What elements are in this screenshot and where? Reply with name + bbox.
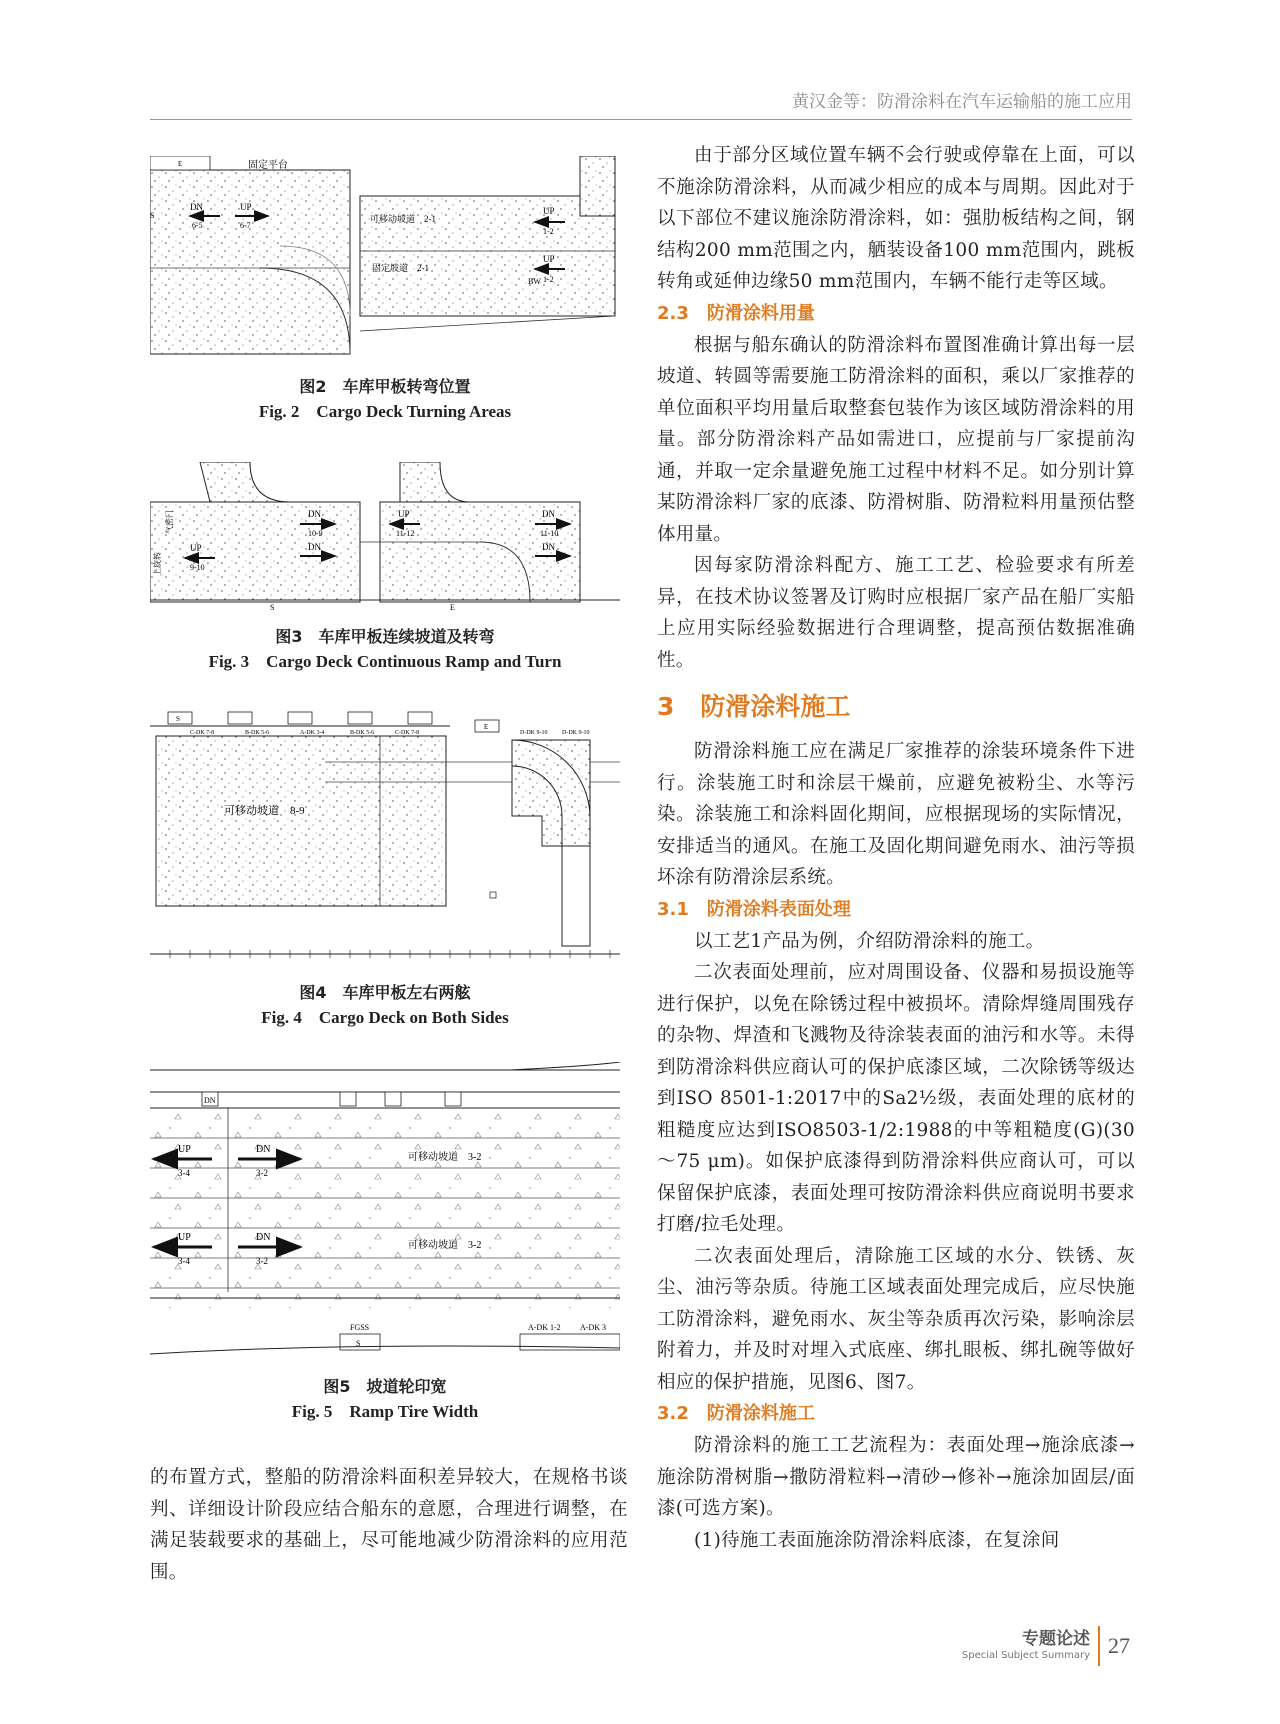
- fig2-up-code: 6-7: [240, 221, 251, 230]
- fig5-up-1: UP: [178, 1144, 191, 1155]
- figure-3-caption-zh: 图3 车库甲板连续坡道及转弯: [275, 627, 495, 646]
- fig4-cdk2: C-DK 7-8: [395, 730, 420, 736]
- footer-section-en: Special Subject Summary: [961, 1650, 1090, 1661]
- fig4-ddk1: D-DK 9-10: [520, 730, 548, 736]
- fig5-dn-1: DN: [256, 1144, 271, 1155]
- fig5-s-label: S: [356, 1339, 361, 1348]
- section-3-heading: [657, 680, 1135, 734]
- fig5-adk12: A-DK 1-2: [528, 1323, 561, 1332]
- fig5-dn-2: DN: [256, 1232, 271, 1243]
- paragraph-4: 防滑涂料施工应在满足厂家推荐的涂装环境条件下进行。涂装施工时和涂层干燥前，应避免被粉尘、水等污染。涂装施工和涂料固化期间，应根据现场的实际情况，安排适当的通风。在施工及固化期间避免雨水、油污等损坏涂有防滑涂层系统。: [657, 741, 1135, 888]
- footer-divider: [1098, 1626, 1100, 1666]
- figure-4-caption-zh: 图4 车库甲板左右两舷: [299, 983, 471, 1002]
- figure-4: [150, 706, 620, 1030]
- fig3-up: UP: [190, 543, 202, 553]
- fig2-up3: UP: [543, 254, 555, 264]
- fig3-s-label: S: [270, 603, 275, 610]
- fig5-dn-small: DN: [204, 1096, 216, 1105]
- fig2-up3-code: 1-2: [543, 275, 554, 284]
- fig3-e-label: E: [450, 603, 455, 610]
- figure-4-drawing: [150, 706, 620, 966]
- fig2-up2-code: 1-2: [543, 227, 554, 236]
- fig5-up-2: UP: [178, 1232, 191, 1243]
- fig5-dn-code-2: 3-2: [256, 1256, 268, 1266]
- fig2-fixed-ramp: 固定坡道 2-1: [372, 263, 429, 273]
- section-3-2-heading: [657, 1398, 1135, 1430]
- fig3-dn3: DN: [542, 509, 555, 519]
- section-3-1-title: 防滑涂料表面处理: [706, 898, 851, 920]
- fig2-e-label: E: [178, 160, 183, 168]
- page-number: 27: [1108, 1633, 1130, 1658]
- paragraph-7: 二次表面处理后，清除施工区域的水分、铁锈、灰尘、油污等杂质。待施工区域表面处理完成后，应尽快施工防滑涂料，避免雨水、灰尘等杂质再次污染，影响涂层附着力，并及时对埋入式底座、绑扎眼板、绑扎碗等做好相应的保护措施，见图6、图7。: [657, 1245, 1135, 1393]
- figure-4-caption-en: Fig. 4 Cargo Deck on Both Sides: [261, 1008, 509, 1027]
- fig5-movable-ramp-2: 可移动坡道 3-2: [408, 1240, 482, 1251]
- fig3-up2: UP: [398, 509, 410, 519]
- paragraph-3: 因每家防滑涂料配方、施工工艺、检验要求有所差异，在技术协议签署及订购时应根据厂家产品在船厂实船上应用实际经验数据进行合理调整，提高预估数据准确性。: [657, 555, 1135, 671]
- left-column-text: [150, 1462, 628, 1588]
- fig4-e-label: E: [484, 723, 489, 731]
- fig2-up: UP: [240, 202, 252, 212]
- fig4-cdk: C-DK 7-8: [190, 730, 215, 736]
- fig2-dn-code: 6-5: [192, 221, 203, 230]
- fig4-adk: A-DK 3-4: [300, 730, 325, 736]
- fig3-door: 气密门: [165, 510, 174, 534]
- figure-5: [150, 1062, 620, 1424]
- paragraph-5: 以工艺1产品为例，介绍防滑涂料的施工。: [694, 930, 1045, 952]
- figure-5-caption-zh: 图5 坡道轮印宽: [323, 1377, 447, 1396]
- paragraph-continued: 的布置方式，整船的防滑涂料面积差异较大，在规格书谈判、详细设计阶段应结合船东的意愿，合理进行调整，在满足装载要求的基础上，尽可能地减少防滑涂料的应用范围。: [150, 1467, 628, 1583]
- figure-2-drawing: [150, 156, 620, 356]
- section-2-3-number: 2.3: [657, 302, 689, 324]
- section-3-1-number: 3.1: [657, 898, 689, 920]
- section-3-2-title: 防滑涂料施工: [706, 1403, 815, 1424]
- fig4-ddk2: D-DK 9-10: [562, 730, 590, 736]
- running-head: [150, 88, 1132, 120]
- fig5-adk3: A-DK 3: [580, 1323, 606, 1332]
- section-3-number: 3: [657, 692, 675, 721]
- fig2-up2: UP: [543, 206, 555, 216]
- figure-5-drawing: [150, 1062, 620, 1362]
- section-3-1-heading: [657, 894, 1135, 926]
- fig4-bdk: B-DK 5-6: [245, 730, 270, 736]
- paragraph-6: 二次表面处理前，应对周围设备、仪器和易损设施等进行保护，以免在除锈过程中被损坏。清除焊缝周围残存的杂物、焊渣和飞溅物及待涂装表面的油污和水等。未得到防滑涂料供应商认可的保护底漆区域，二次除锈等级达到ISO 8501-1:2017中的Sa2½级，表面处理的底材的粗糙度应达到ISO8503-1/2:1988的中等粗糙度(G)(30～75 μm)。如保护底漆得到防滑涂料供应商认可，可以保留保护底漆，表面处理可按防滑涂料供应商说明书要求打磨/拉毛处理。: [657, 962, 1135, 1235]
- fig5-up-code-2: 3-4: [178, 1256, 190, 1266]
- figure-3: [150, 462, 620, 674]
- fig3-dn3-code: 11-10: [540, 529, 559, 538]
- fig5-movable-ramp-1: 可移动坡道 3-2: [408, 1152, 482, 1163]
- section-3-2-number: 3.2: [657, 1403, 689, 1424]
- fig3-up2-code: 11-12: [396, 529, 415, 538]
- figure-3-caption-en: Fig. 3 Cargo Deck Continuous Ramp and Turn: [208, 652, 562, 671]
- fig4-bdk2: B-DK 5-6: [350, 730, 375, 736]
- figure-3-drawing: [150, 462, 620, 610]
- section-2-3-title: 防滑涂料用量: [706, 302, 815, 324]
- footer-section-zh: 专题论述: [1022, 1629, 1090, 1649]
- fig3-up-code: 9-10: [190, 563, 205, 572]
- paragraph-2: 根据与船东确认的防滑涂料布置图准确计算出每一层坡道、转圆等需要施工防滑涂料的面积，乘以厂家推荐的单位面积平均用量后取整套包装作为该区域防滑涂料的用量。部分防滑涂料产品如需进口，应提前与厂家提前沟通，并取一定余量避免施工过程中材料不足。如分别计算某防滑涂料厂家的底漆、防滑树脂、防滑粒料用量预估整体用量。: [657, 334, 1135, 545]
- section-2-3-heading: [657, 298, 1135, 330]
- fig2-movable-ramp: 可移动坡道 2-1: [370, 214, 436, 224]
- running-head-text: 黄汉金等：防滑涂料在汽车运输船的施工应用: [792, 92, 1132, 112]
- paragraph-9: (1)待施工表面施涂防滑涂料底漆，在复涂间: [694, 1529, 1060, 1551]
- fig5-dn-code-1: 3-2: [256, 1168, 268, 1178]
- fig4-s-label: S: [176, 715, 180, 723]
- figure-2-caption-en: Fig. 2 Cargo Deck Turning Areas: [258, 402, 512, 421]
- fig5-up-code-1: 3-4: [178, 1168, 190, 1178]
- fig2-s-label: S: [150, 211, 155, 220]
- fig3-side-gate: 上旋转: [153, 552, 162, 576]
- fig2-platform: 固定平台: [248, 160, 288, 171]
- figure-5-caption-en: Fig. 5 Ramp Tire Width: [291, 1402, 479, 1421]
- paragraph-8: 防滑涂料的施工工艺流程为：表面处理→施涂底漆→施涂防滑树脂→撒防滑粒料→清砂→修补→施涂加固层/面漆(可选方案)。: [657, 1435, 1135, 1519]
- right-column: [657, 140, 1135, 1556]
- figure-2-caption-zh: 图2 车库甲板转弯位置: [299, 377, 471, 396]
- fig3-dn2: DN: [308, 542, 321, 552]
- figure-2: [150, 156, 620, 424]
- fig3-dn4: DN: [542, 542, 555, 552]
- fig5-fgss: FGSS: [350, 1323, 370, 1332]
- fig3-dn1-code: 10-9: [308, 529, 323, 538]
- footer-section: [962, 1629, 1090, 1663]
- fig4-movable-ramp: 可移动坡道 8-9: [224, 805, 305, 817]
- section-3-title: 防滑涂料施工: [700, 692, 851, 721]
- fig3-dn1: DN: [308, 509, 321, 519]
- paragraph-1: 由于部分区域位置车辆不会行驶或停靠在上面，可以不施涂防滑涂料，从而减少相应的成本与周期。因此对于以下部位不建议施涂防滑涂料，如：强肋板结构之间，钢结构200 mm范围之内，舾装设备100 mm范围内，跳板转角或延伸边缘50 mm范围内，车辆不能行走等区域。: [657, 145, 1135, 292]
- fig2-bw: BW: [528, 277, 541, 286]
- fig2-dn: DN: [190, 202, 203, 212]
- page-footer: [962, 1624, 1130, 1668]
